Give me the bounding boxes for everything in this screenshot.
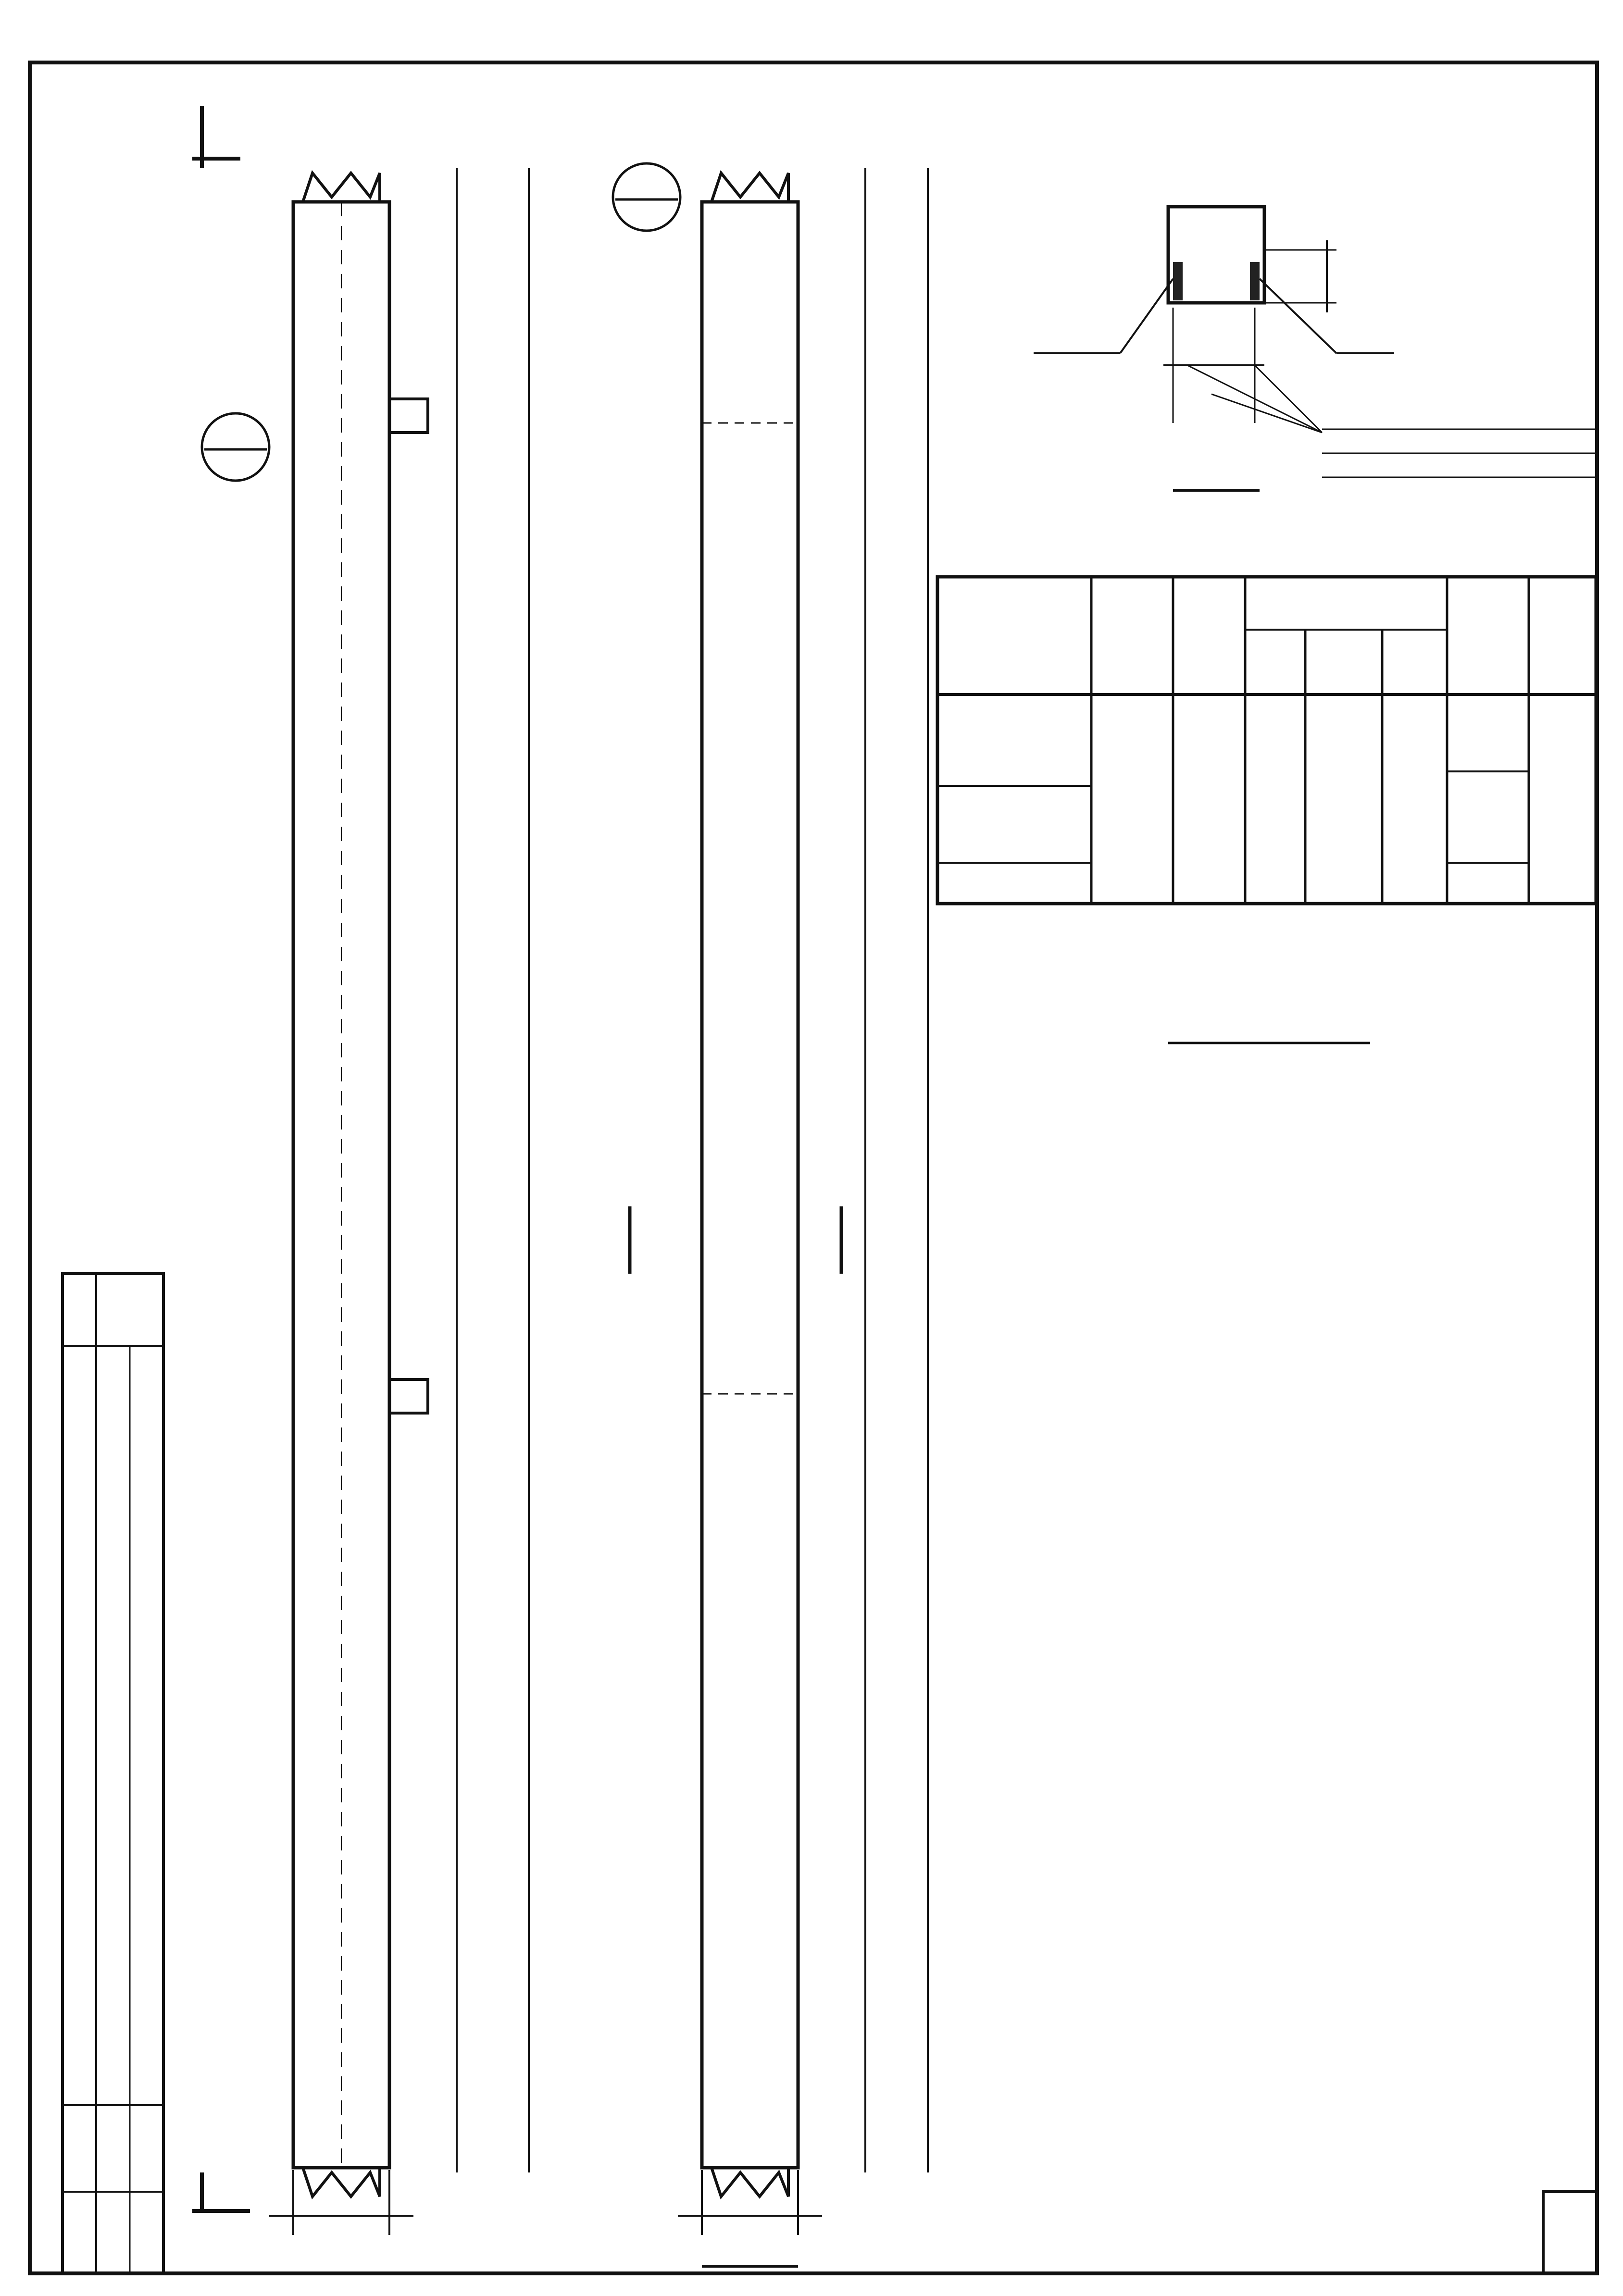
elevation-view	[192, 106, 529, 2235]
title-block-frame	[62, 1274, 163, 2273]
elevation-top-end	[303, 173, 380, 202]
section-1-1-column-body	[702, 202, 798, 2168]
callout-1-56	[613, 163, 680, 231]
callout-5-60	[202, 413, 269, 481]
section-2-2-view	[1034, 207, 1596, 490]
elevation-bracket-lower	[389, 1379, 428, 1413]
column-spec-table	[937, 577, 1596, 904]
title-block	[62, 1274, 163, 2273]
section-1-1-view	[613, 163, 928, 2266]
section-2-2-plate-right	[1250, 262, 1260, 300]
section-2-2-plate-left	[1173, 262, 1183, 300]
page-number-box	[1543, 2192, 1597, 2273]
elevation-bottom-end	[303, 2168, 380, 2197]
elevation-bracket-upper	[389, 399, 428, 433]
sheet-frame	[30, 62, 1597, 2273]
section-1-1-top-end	[712, 173, 788, 202]
section-1-1-bottom-end	[712, 2168, 788, 2197]
